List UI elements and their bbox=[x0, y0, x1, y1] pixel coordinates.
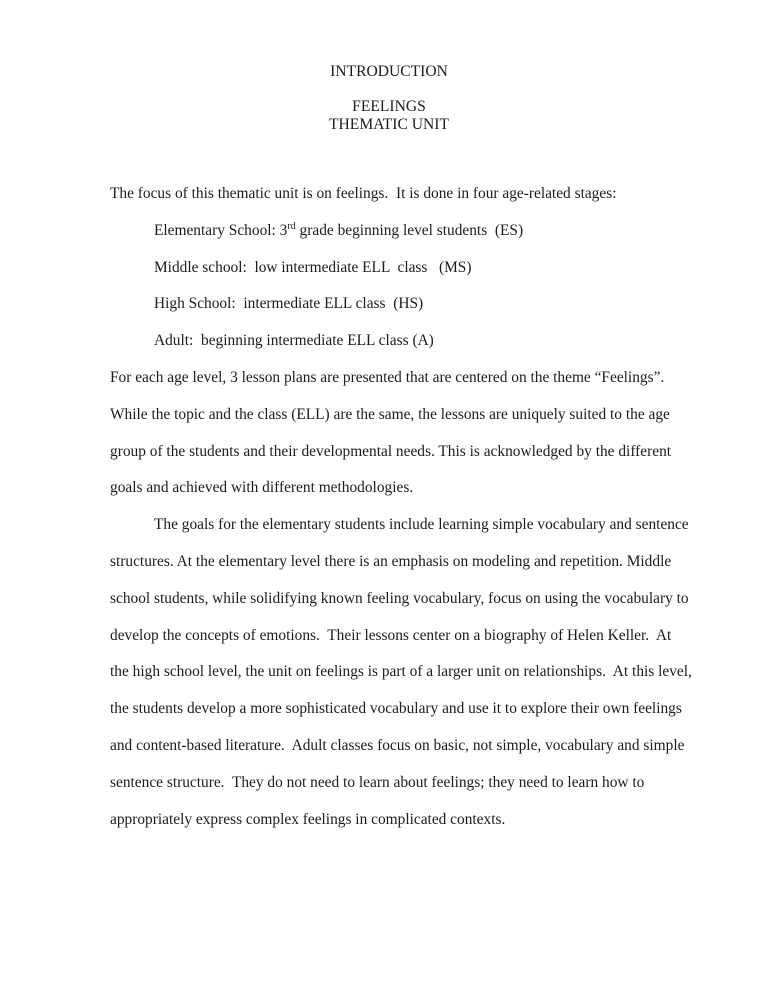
document-subtitle bbox=[0, 98, 778, 134]
stage-text: High School: intermediate ELL class (HS) bbox=[154, 295, 424, 313]
stage-text: Middle school: low intermediate ELL class (MS) bbox=[154, 258, 472, 276]
stage-line-high-school bbox=[110, 286, 692, 323]
stage-text: grade beginning level students (ES) bbox=[295, 221, 524, 239]
document-title: INTRODUCTION bbox=[330, 63, 448, 80]
stage-text: Elementary School: 3 bbox=[154, 221, 288, 239]
ordinal-superscript: rd bbox=[287, 220, 296, 232]
stage-text: Adult: beginning intermediate ELL class (A) bbox=[154, 332, 434, 350]
title-block bbox=[0, 63, 778, 134]
subtitle-line-feelings: FEELINGS bbox=[352, 98, 426, 115]
stage-line-elementary bbox=[110, 213, 692, 250]
overview-paragraph: For each age level, 3 lesson plans are presented that are centered on the theme “Feelings”. While the topic and the class (ELL) are the same, the lessons are uniquely suited to the age group of the students and their developmental needs. This is acknowledged by the different goals and achieved with different methodologies. bbox=[110, 368, 675, 497]
subtitle-line-thematic-unit: THEMATIC UNIT bbox=[329, 116, 449, 133]
document-body bbox=[110, 176, 696, 838]
intro-paragraph: The focus of this thematic unit is on feelings. It is done in four age-related stages: bbox=[110, 185, 617, 202]
goals-paragraph: The goals for the elementary students include learning simple vocabulary and sentence structures. At the elementary level there is an emphasis on modeling and repetition. Middle school students, while solidifying known feeling vocabulary, focus on using the vocabulary to develop the concepts of emotions. Their lessons center on a biography of Helen Keller. At the high school level, the unit on feelings is part of a larger unit on relationships. At this level, the students develop a more sophisticated vocabulary and use it to explore their own feelings and content-based literature. Adult classes focus on basic, not simple, vocabulary and simple sentence structure. They do not need to learn about feelings; they need to learn how to appropriately express complex feelings in complicated contexts. bbox=[110, 516, 696, 828]
stage-line-adult bbox=[110, 323, 692, 360]
stage-line-middle-school bbox=[110, 250, 692, 287]
